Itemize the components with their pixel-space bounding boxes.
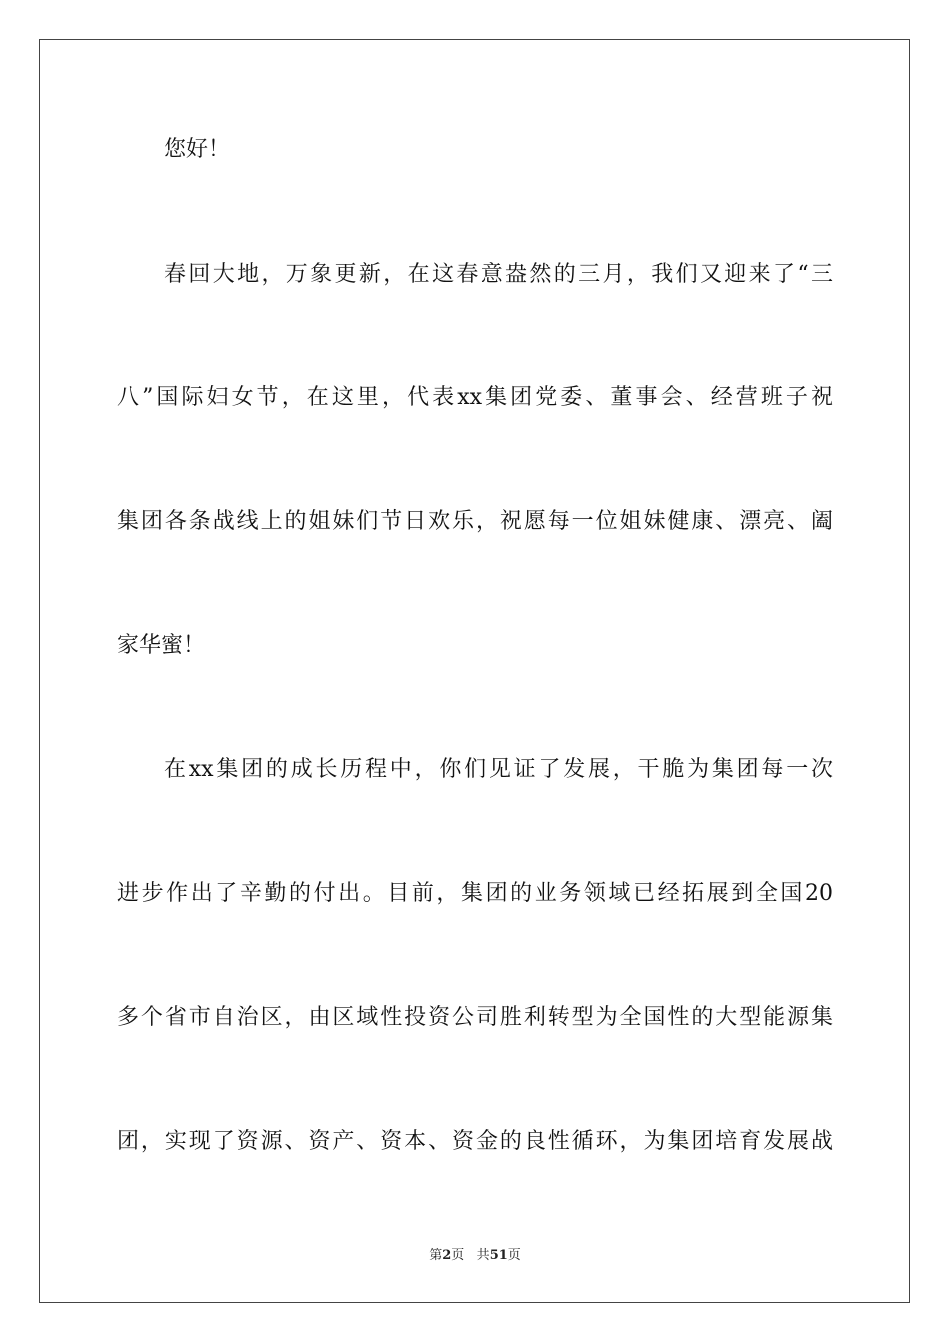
paragraph-1-line-2: 八”国际妇女节，在这里，代表xx集团党委、董事会、经营班子祝 — [117, 385, 833, 410]
paragraph-1-line-1: 春回大地，万象更新，在这春意盎然的三月，我们又迎来了“三 — [164, 262, 833, 287]
paragraph-2-line-4: 团，实现了资源、资产、资本、资金的良性循环，为集团培育发展战 — [117, 1129, 833, 1154]
footer-total-prefix: 共 — [476, 1248, 490, 1263]
paragraph-1-line-4: 家华蜜！ — [117, 633, 206, 658]
greeting-line: 您好！ — [164, 137, 231, 162]
footer-page-number: 2 — [442, 1248, 452, 1263]
footer-page-suffix: 页 — [451, 1248, 465, 1263]
page-frame — [39, 39, 910, 1303]
paragraph-2-line-1: 在xx集团的成长历程中，你们见证了发展，干脆为集团每一次 — [164, 757, 833, 782]
paragraph-2-line-3: 多个省市自治区，由区域性投资公司胜利转型为全国性的大型能源集 — [117, 1005, 833, 1030]
footer-total-suffix: 页 — [507, 1248, 521, 1263]
footer-total-pages: 51 — [489, 1248, 508, 1263]
paragraph-1-line-3: 集团各条战线上的姐妹们节日欢乐，祝愿每一位姐妹健康、漂亮、阖 — [117, 509, 833, 534]
page-footer — [0, 1246, 950, 1266]
paragraph-2-line-2: 进步作出了辛勤的付出。目前，集团的业务领域已经拓展到全国20 — [117, 881, 833, 906]
footer-page-prefix: 第 — [429, 1248, 443, 1263]
